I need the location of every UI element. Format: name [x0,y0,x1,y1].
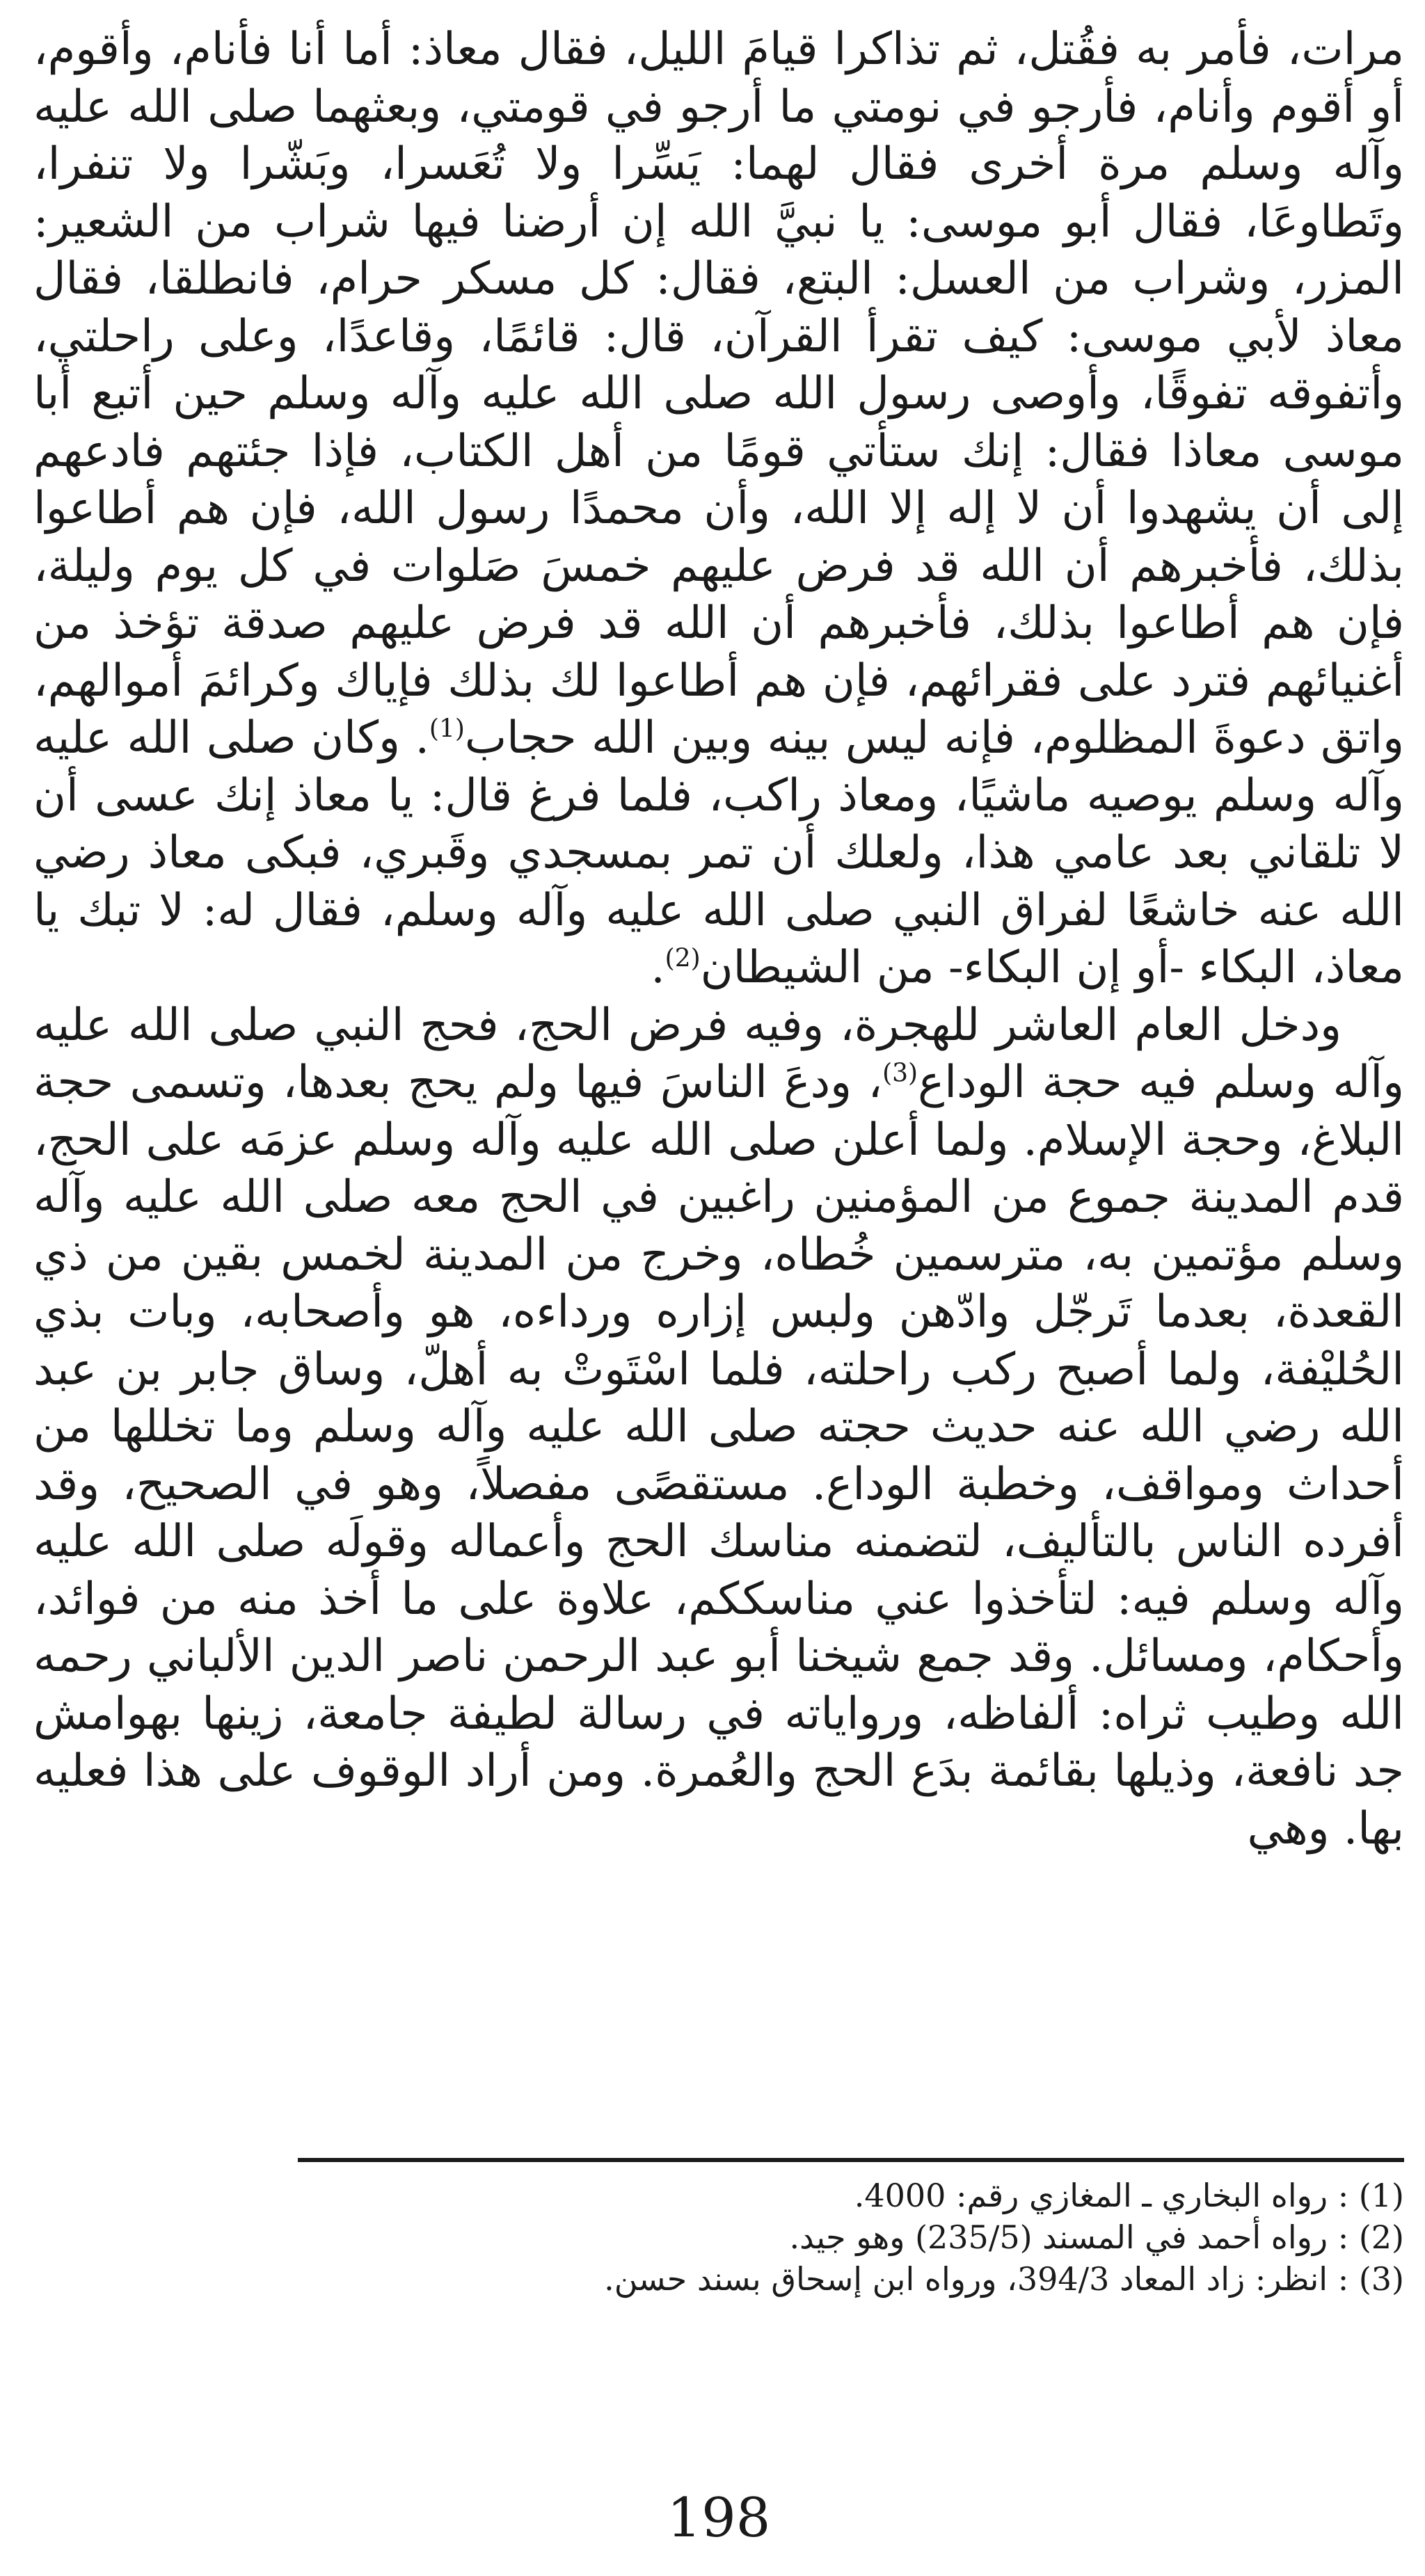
paragraph-2 [33,997,1404,1858]
footnotes [33,2175,1404,2300]
text-segment: ، ودعَ الناسَ فيها ولم يحج بعدها، وتسمى حجة البلاغ، وحجة الإسلام. ولما أعلن صلى الله عليه وآله وسلم عزمَه على الحج، قدم المدينة جموع من المؤمنين راغبين في الحج معه صلى الله عليه وآله وسلم مؤتمين به، مترسمين خُطاه، وخرج من المدينة لخمس بقين من ذي القعدة، بعدما تَرجّل وادّهن ولبس إزاره ورداءه، هو وأصحابه، وبات بذي الحُليْفة، ولما أصبح ركب راحلته، فلما اسْتَوتْ به أهلّ، وساق جابر بن عبد الله رضي الله عنه حديث حجته صلى الله عليه وآله وسلم وما تخللها من أحداث ومواقف، وخطبة الوداع. مستقصًى مفصلاً، وهو في الصحيح، وقد أفرده الناس بالتأليف، لتضمنه مناسك الحج وأعماله وقولَه صلى الله عليه وآله وسلم فيه: لتأخذوا عني مناسككم، علاوة على ما أخذ منه من فوائد، وأحكام، ومسائل. وقد جمع شيخنا أبو عبد الرحمن ناصر الدين الألباني رحمه الله وطيب ثراه: ألفاظه، ورواياته في رسالة لطيفة جامعة، زينها بهوامش جد نافعة، وذيلها بقائمة بدَع الحج والعُمرة. ومن أراد الوقوف على هذا فعليه بها. وهي [33,1057,1405,1855]
main-text [33,21,1404,1857]
footnote-ref-3: (3) [882,1059,918,1088]
footnote-ref-1: (1) [429,714,465,744]
footnote-ref-2: (2) [664,944,701,973]
text-segment: ودخل العام العاشر للهجرة، وفيه فرض الحج، فحج النبي صلى الله عليه وآله وسلم فيه حجة الوداع [33,999,1404,1108]
footnote-separator [298,2158,1404,2162]
text-segment: . [651,942,665,993]
page-number: 198 [667,2487,771,2550]
book-page [33,21,1404,2553]
footnote-3: (3) : انظر: زاد المعاد 394/3، ورواه ابن إسحاق بسند حسن. [604,2260,1404,2298]
text-segment: مرات، فأمر به فقُتل، ثم تذاكرا قيامَ الليل، فقال معاذ: أما أنا فأنام، وأقوم، أو أقوم وأنام، فأرجو في نومتي ما أرجو في قومتي، وبعثهما صلى الله عليه وآله وسلم مرة أخرى فقال لهما: يَسِّرا ولا تُعَسرا، وبَشّرا ولا تنفرا، وتَطاوعَا، فقال أبو موسى: يا نبيَّ الله إن أرضنا فيها شراب من الشعير: المزر، وشراب من العسل: البتع، فقال: كل مسكر حرام، فانطلقا، فقال معاذ لأبي موسى: كيف تقرأ القرآن، قال: قائمًا، وقاعدًا، وعلى راحلتي، وأتفوقه تفوقًا، وأوصى رسول الله صلى الله عليه وآله وسلم حين أتبع أبا موسى معاذا فقال: إنك ستأتي قومًا من أهل الكتاب، فإذا جئتهم فادعهم إلى أن يشهدوا أن لا إله إلا الله، وأن محمدًا رسول الله، فإن هم أطاعوا بذلك، فأخبرهم أن الله قد فرض عليهم خمسَ صَلوات في كل يوم وليلة، فإن هم أطاعوا بذلك، فأخبرهم أن الله قد فرض عليهم صدقة تؤخذ من أغنيائهم فترد على فقرائهم، فإن هم أطاعوا لك بذلك فإياك وكرائمَ أموالهم، واتق دعوةَ المظلوم، فإنه ليس بينه وبين الله حجاب [33,24,1405,764]
text-segment: . وكان صلى الله عليه وآله وسلم يوصيه ماشيًا، ومعاذ راكب، فلما فرغ قال: يا معاذ إنك عسى أن لا تلقاني بعد عامي هذا، ولعلك أن تمر بمسجدي وقَبري، فبكى معاذ رضي الله عنه خاشعًا لفراق النبي صلى الله عليه وآله وسلم، فقال له: لا تبك يا معاذ، البكاء -أو إن البكاء- من الشيطان [33,712,1404,993]
paragraph-1 [33,21,1404,997]
footnote-2: (2) : رواه أحمد في المسند (235/5) وهو جيد. [789,2218,1404,2256]
footnote-1: (1) : رواه البخاري ـ المغازي رقم: 4000. [854,2177,1404,2214]
